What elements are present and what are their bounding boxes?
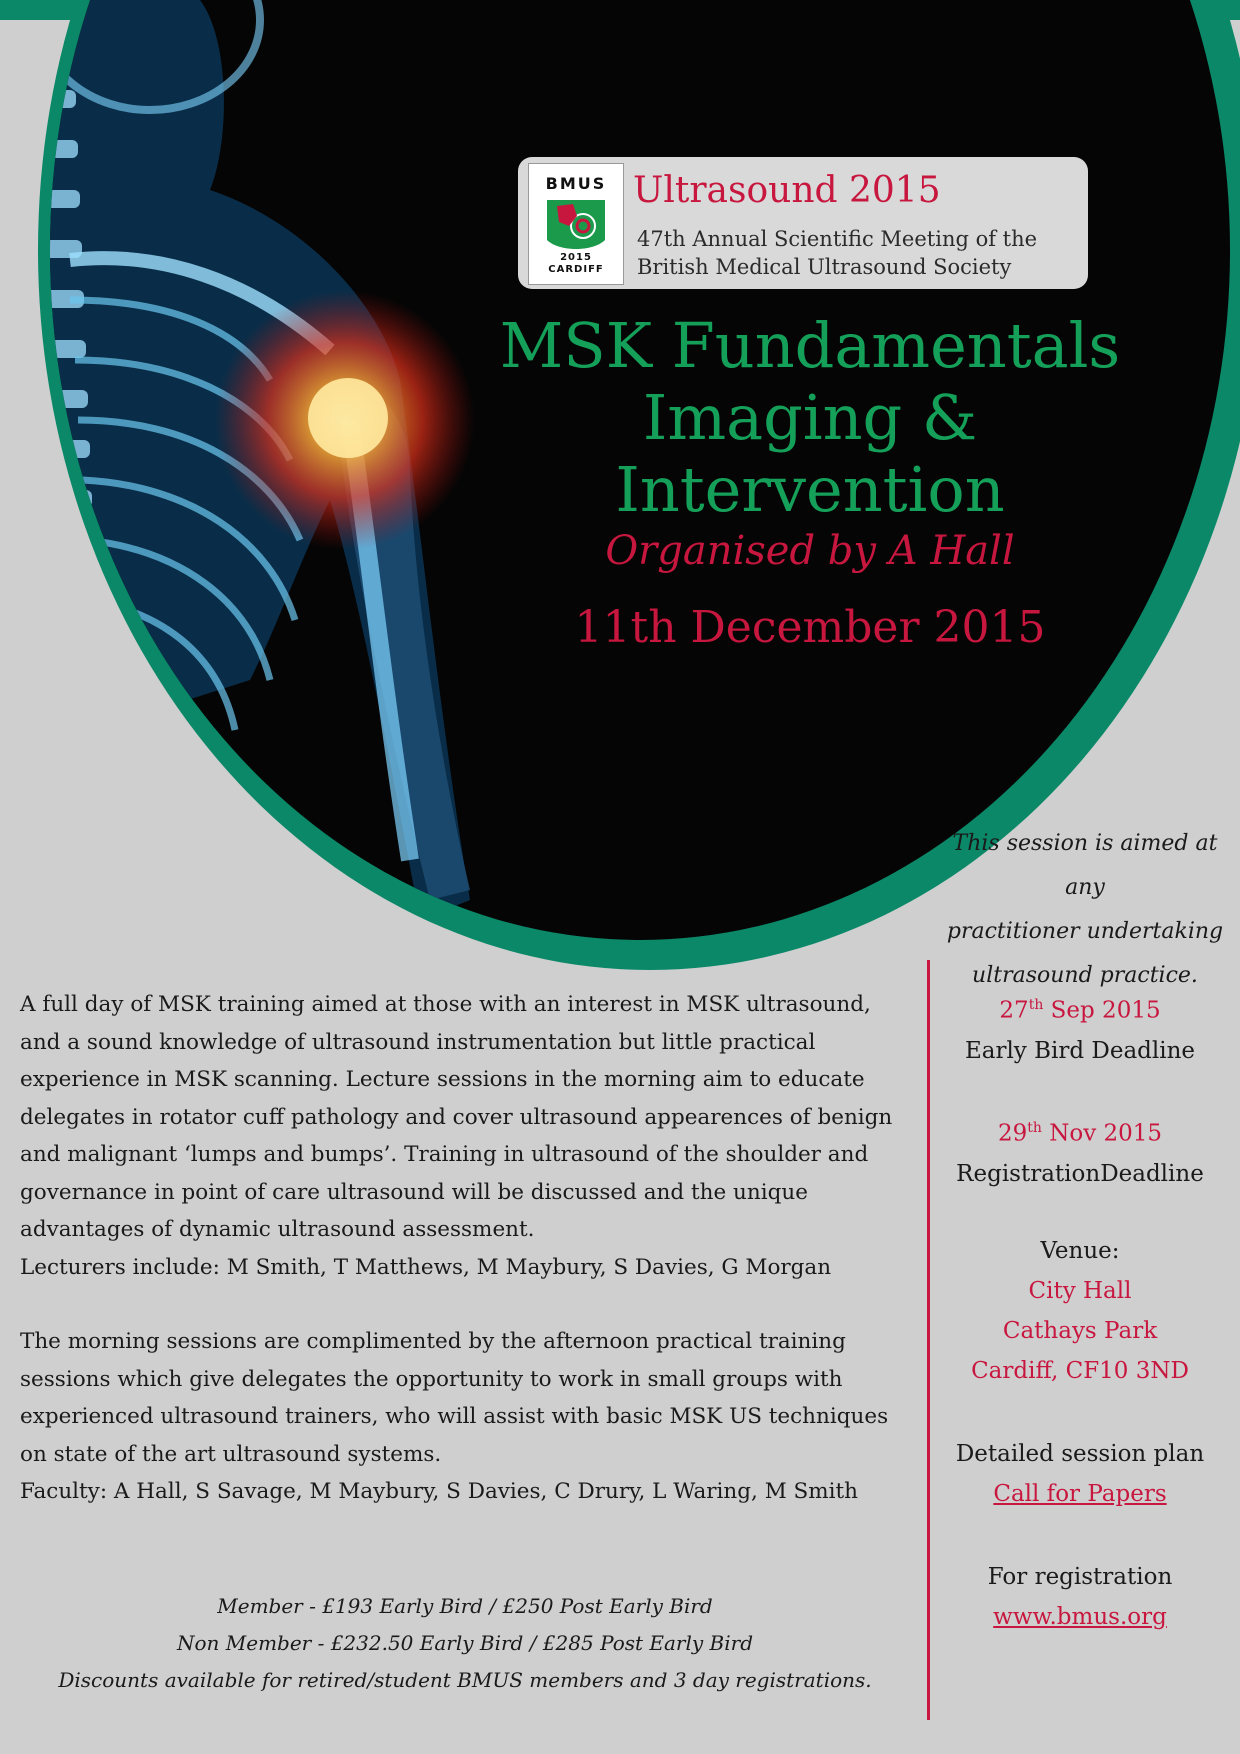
banner-subtitle: 47th Annual Scientific Meeting of the British Medical Ultrasound Society bbox=[637, 227, 1038, 279]
headline-line-1: MSK Fundamentals bbox=[499, 309, 1121, 382]
discounts-note: Discounts available for retired/student BMUS members and 3 day registrations. bbox=[58, 1668, 872, 1692]
member-price: Member - £193 Early Bird / £250 Post Early Bird bbox=[217, 1594, 713, 1618]
organiser-line: Organised by A Hall bbox=[605, 528, 1015, 574]
logo-bottom-text: 2015 CARDIFF bbox=[548, 252, 604, 275]
lecturers-line: Lecturers include: M Smith, T Matthews, M Maybury, S Davies, G Morgan bbox=[20, 1254, 832, 1280]
audience-note: This session is aimed at any practitioner undertaking ultrasound practice. bbox=[946, 831, 1224, 988]
event-date: 11th December 2015 bbox=[574, 602, 1046, 653]
description-paragraph-1: A full day of MSK training aimed at those with an interest in MSK ultrasound, and a sound knowledge of ultrasound instrumentation but little practical experience in MSK scanning. Lecture sessions in the morning aim to educate delegates in rotator cuff pathology and cover ultrasound appearences of benign and malignant ‘lumps and bumps’. Training in ultrasound of the shoulder and governance in point of care ultrasound will be discussed and the unique advantages of dynamic ultrasound assessment. bbox=[20, 992, 893, 1242]
venue-info: Venue: City Hall Cathays Park Cardiff, CF10 3ND bbox=[971, 1238, 1189, 1384]
logo-top-text: BMUS bbox=[545, 174, 607, 193]
bmus-logo bbox=[528, 163, 624, 285]
faculty-line: Faculty: A Hall, S Savage, M Maybury, S Davies, C Drury, L Waring, M Smith bbox=[20, 1479, 859, 1504]
call-for-papers-link[interactable]: Call for Papers bbox=[993, 1481, 1167, 1507]
pricing-info bbox=[20, 1588, 910, 1699]
registration-info: For registration www.bmus.org bbox=[940, 1557, 1220, 1637]
registration-deadline: 29th Nov 2015 RegistrationDeadline bbox=[956, 1120, 1204, 1187]
page-title bbox=[440, 310, 1180, 526]
description-paragraph-2: The morning sessions are complimented by the afternoon practical training sessions which give delegates the opportunity to work in small groups with experienced ultrasound trainers, who will assist with basic MSK US techniques on state of the art ultrasound systems. bbox=[20, 1329, 889, 1467]
session-plan: Detailed session plan Call for Papers bbox=[940, 1434, 1220, 1514]
non-member-price: Non Member - £232.50 Early Bird / £285 Post Early Bird bbox=[176, 1631, 754, 1655]
description bbox=[20, 986, 910, 1511]
early-bird-deadline: 27th Sep 2015 Early Bird Deadline bbox=[964, 997, 1196, 1064]
vertical-divider bbox=[927, 960, 930, 1720]
wales-map-icon bbox=[543, 196, 609, 252]
headline-line-2: Imaging & Intervention bbox=[615, 381, 1005, 526]
bmus-website-link[interactable]: www.bmus.org bbox=[993, 1604, 1167, 1630]
banner-title: Ultrasound 2015 bbox=[633, 170, 941, 211]
